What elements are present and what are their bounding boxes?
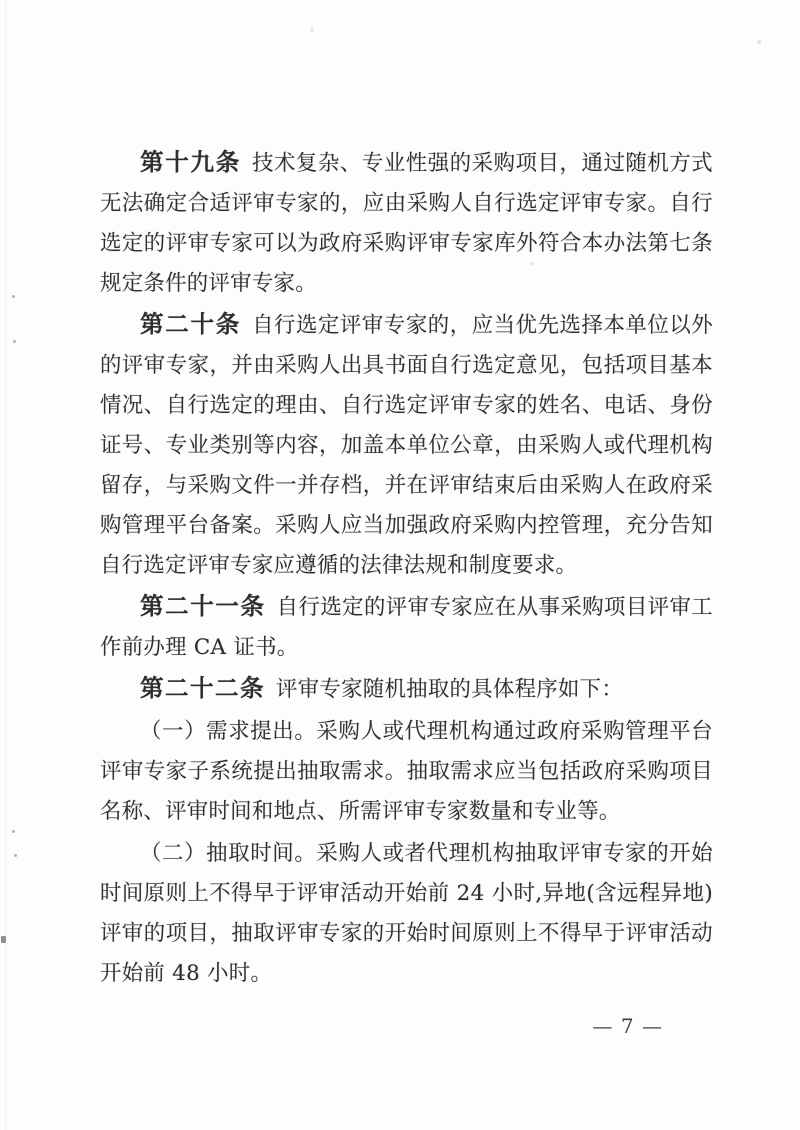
paragraph-article-22	[100, 668, 713, 710]
article-20-text: 自行选定评审专家的，应当优先选择本单位以外的评审专家，并由采购人出具书面自行选定意见，包括项目基本情况、自行选定的理由、自行选定评审专家的姓名、电话、身份证号、专业类别等内容，加盖本单位公章，由采购人或代理机构留存，与采购文件一并存档，并在评审结束后由采购人在政府采购管理平台备案。采购人应当加强政府采购内控管理，充分告知自行选定评审专家应遵循的法律法规和制度要求。	[100, 313, 714, 578]
scan-speck	[1, 936, 6, 943]
item-1-text: （一）需求提出。采购人或代理机构通过政府采购管理平台评审专家子系统提出抽取需求。抽取需求应当包括政府采购项目名称、评审时间和地点、所需评审专家数量和专业等。	[100, 719, 713, 824]
scan-speck	[530, 262, 533, 265]
document-body	[100, 142, 713, 994]
article-22-text: 评审专家随机抽取的具体程序如下：	[276, 677, 624, 702]
item-2-text: （二）抽取时间。采购人或者代理机构抽取评审专家的开始时间原则上不得早于评审活动开始前 24 小时,异地(含远程异地)评审的项目，抽取评审专家的开始时间原则上不得早于评审活动开始前 48 小时。	[100, 841, 713, 986]
paragraph-article-19	[100, 142, 713, 304]
scan-speck	[12, 830, 15, 833]
scan-speck	[13, 340, 16, 343]
paragraph-article-20	[100, 304, 713, 586]
article-20-number: 第二十条	[140, 310, 242, 338]
article-19-text: 技术复杂、专业性强的采购项目，通过随机方式无法确定合适评审专家的，应由采购人自行选定评审专家。自行选定的评审专家可以为政府采购评审专家库外符合本办法第七条规定条件的评审专家。	[100, 151, 714, 296]
paragraph-item-2	[100, 832, 713, 994]
scan-speck	[310, 28, 314, 32]
scan-speck	[757, 40, 761, 44]
scan-edge-line	[5, 0, 6, 1130]
article-21-number: 第二十一条	[140, 592, 266, 620]
paragraph-article-21	[100, 586, 713, 668]
article-22-number: 第二十二条	[140, 674, 265, 702]
paragraph-item-1	[100, 710, 713, 832]
article-21-text: 自行选定的评审专家应在从事采购项目评审工作前办理 CA 证书。	[100, 595, 713, 660]
article-19-number: 第十九条	[140, 148, 242, 176]
scan-speck	[14, 854, 17, 857]
page-number: — 7 —	[592, 1014, 663, 1038]
scan-speck	[12, 295, 15, 298]
